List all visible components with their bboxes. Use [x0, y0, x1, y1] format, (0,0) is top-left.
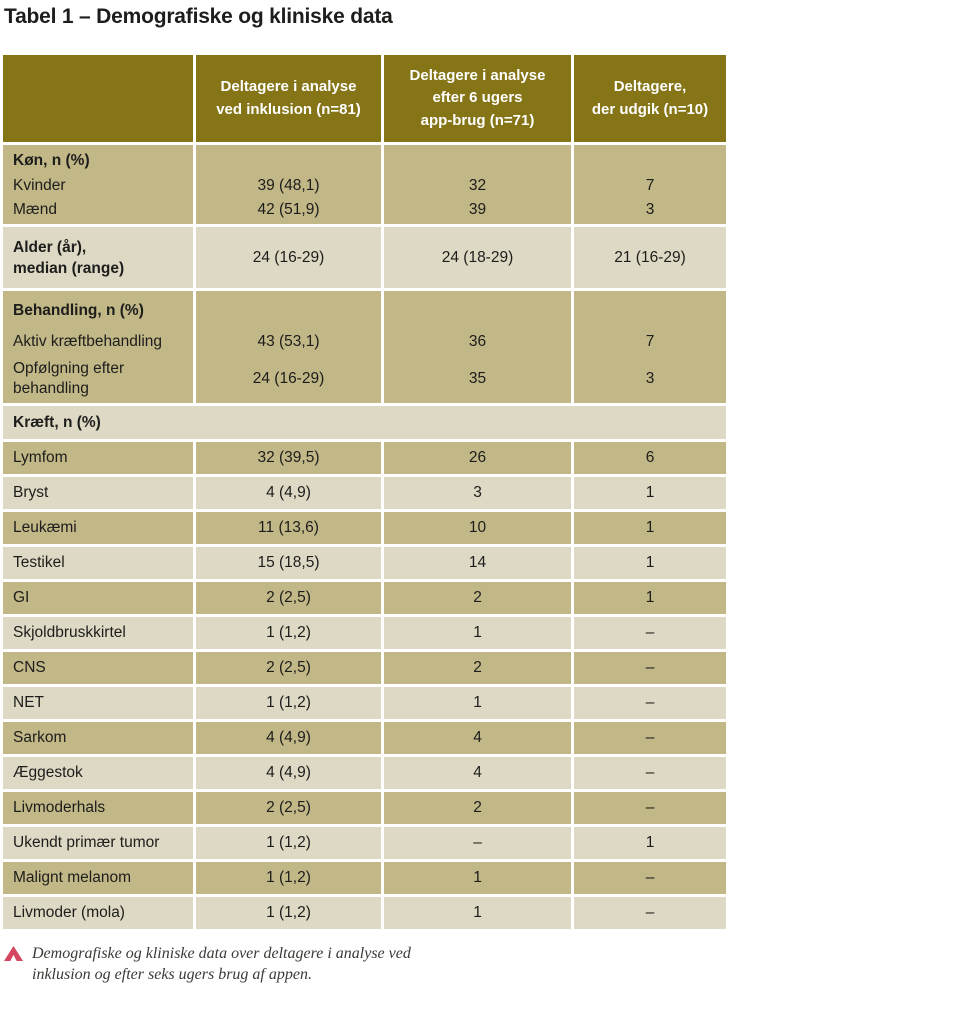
- cell-value: 3: [645, 201, 655, 218]
- cell-value: 2: [384, 582, 571, 614]
- cell-value: 14: [384, 547, 571, 579]
- cell-value: 1: [384, 862, 571, 894]
- cell-value: 11 (13,6): [196, 512, 381, 544]
- header-cell-empty: [3, 55, 193, 142]
- row-label: GI: [3, 582, 193, 614]
- cell-value: –: [574, 617, 726, 649]
- cell-value: 4: [384, 757, 571, 789]
- table-section-row-aeggestok: [3, 757, 721, 789]
- row-label: Kvinder: [13, 177, 66, 194]
- cell-value: 3: [384, 477, 571, 509]
- spacer: [574, 148, 726, 174]
- row-label: Mænd: [13, 201, 57, 218]
- table-section-row-gi: [3, 582, 721, 614]
- row-label: CNS: [3, 652, 193, 684]
- table-caption: [4, 943, 963, 985]
- page-title: Tabel 1 – Demografiske og kliniske data: [4, 5, 393, 28]
- cell-value: 1: [574, 477, 726, 509]
- cell-value: 42 (51,9): [257, 201, 320, 218]
- cell-value: 15 (18,5): [196, 547, 381, 579]
- table-section-row-ukendt: [3, 827, 721, 859]
- value-cell: [384, 291, 571, 403]
- cell-value: 1: [384, 897, 571, 929]
- section-title: Behandling, n (%): [13, 301, 144, 319]
- section-label-cell: Alder (år), median (range): [3, 227, 193, 288]
- section-label-cell: Kræft, n (%): [3, 406, 726, 439]
- cell-value: 21 (16-29): [574, 227, 726, 288]
- table-section-row-lymfom: [3, 442, 721, 474]
- cell-value: 2 (2,5): [196, 582, 381, 614]
- cell-value: 1 (1,2): [196, 862, 381, 894]
- cell-value: 43 (53,1): [257, 333, 320, 350]
- table-section-row-livmoder: [3, 897, 721, 929]
- spacer: [196, 148, 381, 174]
- value-cell: [196, 145, 381, 224]
- cell-value: –: [384, 827, 571, 859]
- table-section-row-bryst: [3, 477, 721, 509]
- cell-value: –: [574, 862, 726, 894]
- cell-value: –: [574, 687, 726, 719]
- cell-value: 24 (16-29): [196, 227, 381, 288]
- cell-value: 36: [468, 333, 487, 350]
- cell-value: 2 (2,5): [196, 792, 381, 824]
- cell-value: 4 (4,9): [196, 757, 381, 789]
- cell-value: 1 (1,2): [196, 617, 381, 649]
- row-label: Leukæmi: [3, 512, 193, 544]
- row-label: Aktiv kræftbehandling: [13, 333, 163, 350]
- row-label: Ukendt primær tumor: [3, 827, 193, 859]
- section-label-cell: [3, 291, 193, 403]
- cell-value: 1 (1,2): [196, 687, 381, 719]
- table-section-row-skjold: [3, 617, 721, 649]
- cell-value: 26: [384, 442, 571, 474]
- cell-value: 6: [574, 442, 726, 474]
- table-section-kon: [3, 145, 721, 224]
- cell-value: 2: [384, 792, 571, 824]
- cell-value: 39 (48,1): [257, 177, 320, 194]
- table-section-row-sarkom: [3, 722, 721, 754]
- spacer: [384, 294, 571, 327]
- value-cell: [384, 145, 571, 224]
- cell-value: 35: [468, 370, 487, 387]
- cell-value: 10: [384, 512, 571, 544]
- table-section-row-leukaemi: [3, 512, 721, 544]
- section-title: Køn, n (%): [13, 152, 90, 169]
- cell-value: –: [574, 897, 726, 929]
- cell-value: 7: [645, 333, 655, 350]
- cell-value: 4 (4,9): [196, 477, 381, 509]
- cell-value: –: [574, 757, 726, 789]
- row-label: Skjoldbruskkirtel: [3, 617, 193, 649]
- cell-value: 1 (1,2): [196, 897, 381, 929]
- cell-value: 1: [574, 512, 726, 544]
- row-label: Opfølgning efter behandling: [13, 360, 125, 397]
- row-label: Æggestok: [3, 757, 193, 789]
- row-label: Sarkom: [3, 722, 193, 754]
- cell-value: 4: [384, 722, 571, 754]
- cell-value: 1: [384, 687, 571, 719]
- header-cell: Deltagere, der udgik (n=10): [574, 55, 726, 142]
- row-label: Lymfom: [3, 442, 193, 474]
- row-label: Livmoder (mola): [3, 897, 193, 929]
- cell-value: –: [574, 652, 726, 684]
- section-label-cell: [3, 145, 193, 224]
- cell-value: –: [574, 722, 726, 754]
- cell-value: 4 (4,9): [196, 722, 381, 754]
- cell-value: 1: [574, 827, 726, 859]
- cell-value: 7: [645, 177, 655, 194]
- caret-up-icon: [4, 946, 23, 961]
- row-label: Bryst: [3, 477, 193, 509]
- cell-value: 2 (2,5): [196, 652, 381, 684]
- row-label: NET: [3, 687, 193, 719]
- cell-value: 1: [574, 547, 726, 579]
- cell-value: 24 (16-29): [252, 370, 325, 387]
- value-cell: [196, 291, 381, 403]
- cell-value: 24 (18-29): [384, 227, 571, 288]
- value-cell: [574, 291, 726, 403]
- header-cell: Deltagere i analyse efter 6 ugers app-brug (n=71): [384, 55, 571, 142]
- cell-value: 32: [468, 177, 487, 194]
- row-label: Testikel: [3, 547, 193, 579]
- spacer: [384, 148, 571, 174]
- table-section-alder: [3, 227, 721, 288]
- table-section-kraeft: [3, 406, 721, 439]
- table-section-row-malignt: [3, 862, 721, 894]
- cell-value: 1: [384, 617, 571, 649]
- cell-value: 2: [384, 652, 571, 684]
- table-section-row-cns: [3, 652, 721, 684]
- cell-value: 3: [645, 370, 655, 387]
- table-section-row-net: [3, 687, 721, 719]
- row-label: Malignt melanom: [3, 862, 193, 894]
- cell-value: 1: [574, 582, 726, 614]
- table-section-row-testikel: [3, 547, 721, 579]
- caption-text: Demografiske og kliniske data over deltagere i analyse ved inklusion og efter seks ugers brug af appen.: [32, 945, 411, 984]
- row-label: Livmoderhals: [3, 792, 193, 824]
- cell-value: 1 (1,2): [196, 827, 381, 859]
- value-cell: [574, 145, 726, 224]
- table-section-behandling: [3, 291, 721, 403]
- header-cell: Deltagere i analyse ved inklusion (n=81): [196, 55, 381, 142]
- table-header-row: [3, 55, 721, 142]
- demographics-table: [3, 55, 721, 929]
- spacer: [196, 294, 381, 327]
- cell-value: 32 (39,5): [196, 442, 381, 474]
- cell-value: –: [574, 792, 726, 824]
- cell-value: 39: [468, 201, 487, 218]
- table-section-row-livmoderhals: [3, 792, 721, 824]
- spacer: [574, 294, 726, 327]
